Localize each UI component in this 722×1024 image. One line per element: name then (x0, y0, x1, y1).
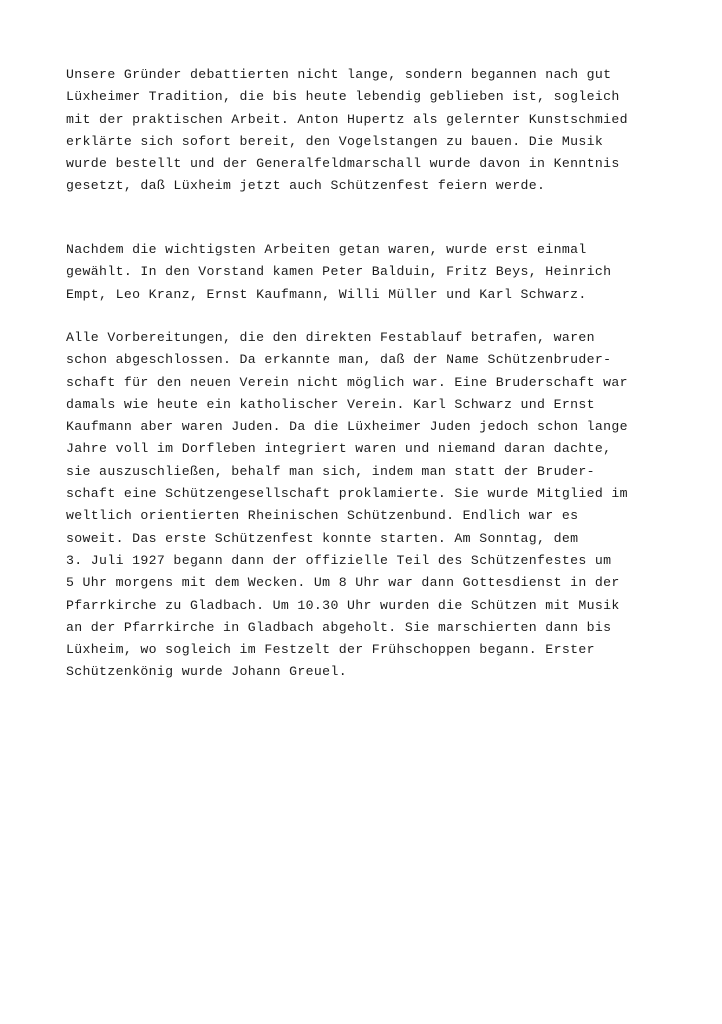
text-line: Lüxheimer Tradition, die bis heute lebendig geblieben ist, sogleich (66, 89, 620, 105)
text-line: schaft für den neuen Verein nicht möglich war. Eine Bruderschaft war (66, 374, 628, 390)
text-line: 5 Uhr morgens mit dem Wecken. Um 8 Uhr war dann Gottesdienst in der (66, 575, 620, 591)
text-line: Schützenkönig wurde Johann Greuel. (66, 664, 347, 680)
paragraph-first-festival (66, 327, 666, 684)
text-line: erklärte sich sofort bereit, den Vogelstangen zu bauen. Die Musik (66, 133, 604, 149)
text-line: weltlich orientierten Rheinischen Schützenbund. Endlich war es (66, 508, 579, 524)
text-line: Jahre voll im Dorfleben integriert waren und niemand daran dachte, (66, 441, 612, 457)
text-line: soweit. Das erste Schützenfest konnte starten. Am Sonntag, dem (66, 530, 579, 546)
text-line: wurde bestellt und der Generalfeldmarschall wurde davon in Kenntnis (66, 156, 620, 172)
text-line: schon abgeschlossen. Da erkannte man, daß der Name Schützenbruder- (66, 352, 612, 368)
text-line: Alle Vorbereitungen, die den direkten Festablauf betrafen, waren (66, 330, 595, 345)
text-line: damals wie heute ein katholischer Verein. Karl Schwarz und Ernst (66, 396, 595, 412)
text-line: Pfarrkirche zu Gladbach. Um 10.30 Uhr wurden die Schützen mit Musik (66, 597, 620, 613)
text-line: mit der praktischen Arbeit. Anton Hupertz als gelernter Kunstschmied (66, 111, 628, 127)
text-line: Empt, Leo Kranz, Ernst Kaufmann, Willi Müller und Karl Schwarz. (66, 286, 587, 302)
text-line: Lüxheim, wo sogleich im Festzelt der Frühschoppen begann. Erster (66, 642, 595, 658)
text-line: gewählt. In den Vorstand kamen Peter Balduin, Fritz Beys, Heinrich (66, 264, 612, 280)
paragraph-board-election (66, 239, 666, 306)
text-line: Kaufmann aber waren Juden. Da die Lüxheimer Juden jedoch schon lange (66, 419, 628, 435)
text-line: schaft eine Schützengesellschaft proklamierte. Sie wurde Mitglied im (66, 486, 628, 502)
text-line: sie auszuschließen, behalf man sich, indem man statt der Bruder- (66, 463, 595, 479)
paragraph-founders (66, 64, 666, 198)
text-line: Nachdem die wichtigsten Arbeiten getan waren, wurde erst einmal (66, 242, 587, 257)
text-line: Unsere Gründer debattierten nicht lange, sondern begannen nach gut (66, 67, 612, 82)
text-line: 3. Juli 1927 begann dann der offizielle Teil des Schützenfestes um (66, 552, 612, 568)
text-line: gesetzt, daß Lüxheim jetzt auch Schützenfest feiern werde. (66, 178, 546, 194)
text-line: an der Pfarrkirche in Gladbach abgeholt. Sie marschierten dann bis (66, 619, 612, 635)
